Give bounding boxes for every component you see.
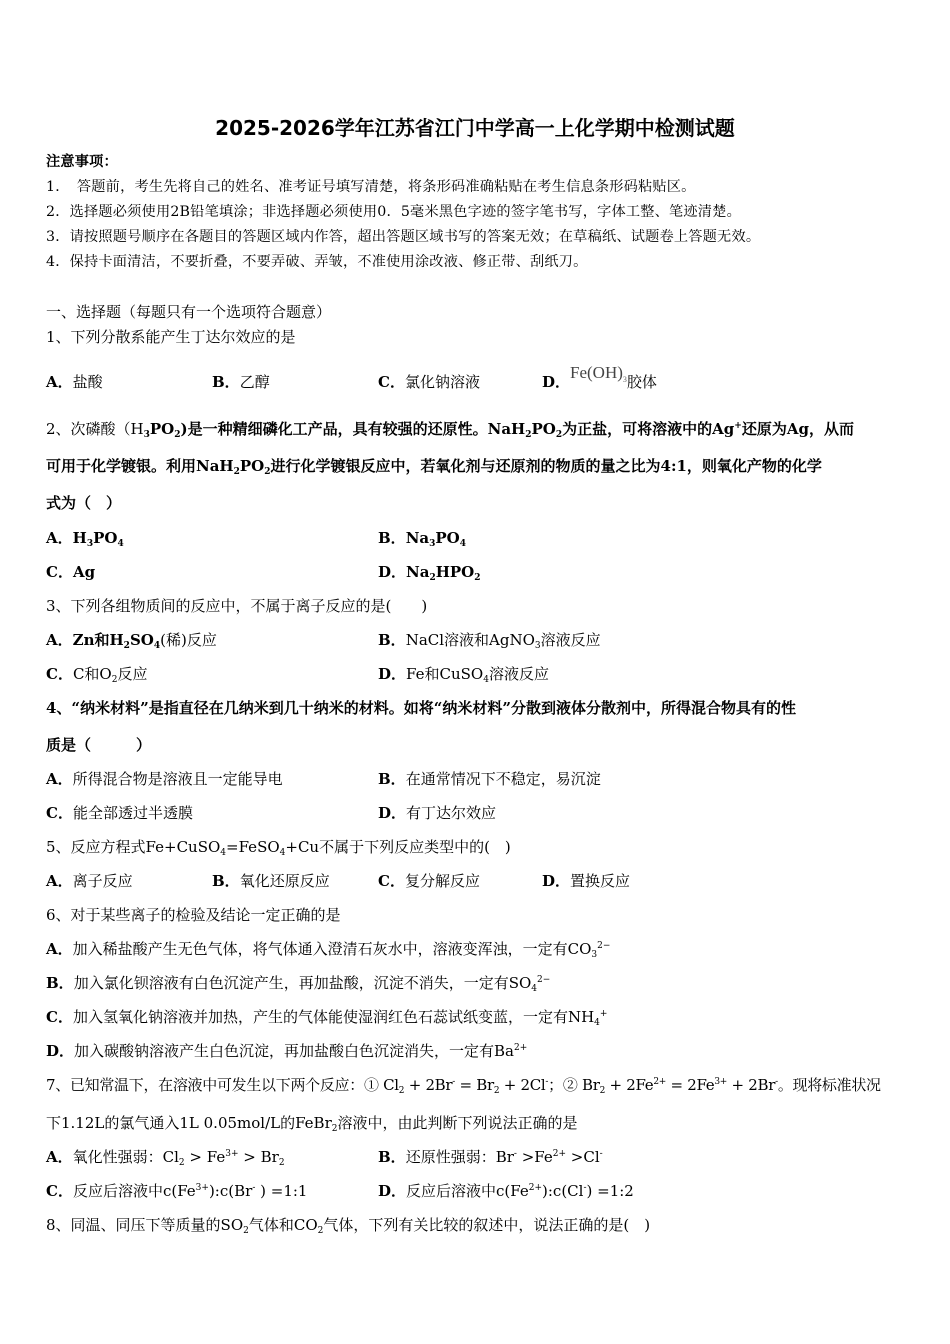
section-heading: 一、选择题（每题只有一个选项符合题意） xyxy=(46,303,332,321)
q1-option-a: A．盐酸 xyxy=(46,373,103,391)
q5-option-d: D．置换反应 xyxy=(542,872,631,890)
page-title: 2025-2026学年江苏省江门中学高一上化学期中检测试题 xyxy=(215,116,735,140)
q4-option-b: B．在通常情况下不稳定，易沉淀 xyxy=(378,770,601,788)
note-item-2: 2．选择题必须使用2B铅笔填涂；非选择题必须使用0．5毫米黑色字迹的签字笔书写，字体工整、笔迹清楚。 xyxy=(46,204,741,220)
q5-option-b: B．氧化还原反应 xyxy=(212,872,330,890)
q1-option-b: B．乙醇 xyxy=(212,373,270,391)
q1-option-d: D．$Fe(OH)_3$胶体 xyxy=(542,363,657,391)
q5-option-c: C．复分解反应 xyxy=(378,872,480,890)
q7-option-d: D．反应后溶液中$c(Fe^{2+}):c(Cl^-)$ =1:2 xyxy=(378,1182,634,1200)
question-4-line-1: 4、“纳米材料”是指直径在几纳米到几十纳米的材料。如将“纳米材料”分散到液体分散剂中，所得混合物具有的性 xyxy=(46,699,796,717)
q3-option-a: A．Zn和$H_2SO_4$(稀)反应 xyxy=(46,631,217,651)
question-4-line-2: 质是（ ） xyxy=(46,736,152,754)
question-3-stem: 3、下列各组物质间的反应中，不属于离子反应的是( ) xyxy=(46,597,428,615)
question-2-line-2: 可用于化学镀银。利用$NaH_2PO_2$进行化学镀银反应中，若氧化剂与还原剂的物质的量之比为4:1，则氧化产物的化学 xyxy=(46,457,822,477)
question-2-line-3: 式为（ ） xyxy=(46,494,122,512)
q6-option-b: B．加入氯化钡溶液有白色沉淀产生，再加盐酸，沉淀不消失，一定有$SO_4^{2-}$ xyxy=(46,974,551,994)
q3-option-d: D．Fe和CuSO$_4$溶液反应 xyxy=(378,665,549,685)
q4-option-c: C．能全部透过半透膜 xyxy=(46,804,193,822)
question-6-stem: 6、对于某些离子的检验及结论一定正确的是 xyxy=(46,906,341,924)
q6-option-a: A．加入稀盐酸产生无色气体，将气体通入澄清石灰水中，溶液变浑浊，一定有$CO_3^{2-}$ xyxy=(46,940,611,960)
question-2-line-1: 2、次磷酸$(H_3PO_2)$是一种精细磷化工产品，具有较强的还原性。$NaH_2PO_2$为正盐，可将溶液中的Ag+还原为Ag，从而 xyxy=(46,420,854,440)
q7-option-c: C．反应后溶液中$c(Fe^{3+}):c(Br^-$ ) =1:1 xyxy=(46,1182,308,1200)
q3-option-c: C．C和$O_2$反应 xyxy=(46,665,148,685)
question-8-stem: 8、同温、同压下等质量的$SO_2$气体和$CO_2$气体，下列有关比较的叙述中，说法正确的是( ) xyxy=(46,1216,651,1236)
fe-oh-formula: $Fe(OH)_3$ xyxy=(570,363,627,384)
q7-option-a: A．氧化性强弱：$Cl_2 > Fe^{3+} > Br_2$ xyxy=(46,1148,285,1168)
question-7-line-1: 7、已知常温下，在溶液中可发生以下两个反应：① $Cl_2 + 2Br^- = Br_2 + 2Cl^-$；② $Br_2 + 2Fe^{2+} = 2Fe^{3+} + 2Br^-$。现将标准状况 xyxy=(46,1076,881,1096)
notes-heading: 注意事项： xyxy=(46,154,118,170)
note-item-1: 1． 答题前，考生先将自己的姓名、准考证号填写清楚，将条形码准确粘贴在考生信息条形码粘贴区。 xyxy=(46,179,696,195)
q2-option-d: D．$Na_2HPO_2$ xyxy=(378,563,481,583)
q4-option-a: A．所得混合物是溶液且一定能导电 xyxy=(46,770,283,788)
q2-option-c: C．Ag xyxy=(46,563,96,581)
question-5-stem: 5、反应方程式Fe+CuSO$_4$=FeSO$_4$+Cu不属于下列反应类型中的( ) xyxy=(46,838,511,858)
q1-option-c: C．氯化钠溶液 xyxy=(378,373,480,391)
note-item-3: 3．请按照题号顺序在各题目的答题区域内作答，超出答题区域书写的答案无效；在草稿纸、试题卷上答题无效。 xyxy=(46,229,761,245)
q5-option-a: A．离子反应 xyxy=(46,872,133,890)
q7-option-b: B．还原性强弱：$Br^- >Fe^{2+} >Cl^-$ xyxy=(378,1148,603,1166)
q2-option-a: A．$H_3PO_4$ xyxy=(46,529,124,549)
note-item-4: 4．保持卡面清洁，不要折叠，不要弄破、弄皱，不准使用涂改液、修正带、刮纸刀。 xyxy=(46,254,588,270)
q6-option-d: D．加入碳酸钠溶液产生白色沉淀，再加盐酸白色沉淀消失，一定有$Ba^{2+}$ xyxy=(46,1042,528,1060)
q2-option-b: B．$Na_3PO_4$ xyxy=(378,529,467,549)
question-1-stem: 1、下列分散系能产生丁达尔效应的是 xyxy=(46,328,296,346)
q3-option-b: B．NaCl溶液和AgNO$_3$溶液反应 xyxy=(378,631,601,651)
q6-option-c: C．加入氢氧化钠溶液并加热，产生的气体能使湿润红色石蕊试纸变蓝，一定有$NH_4^+$ xyxy=(46,1008,608,1028)
question-7-line-2: 下1.12L的氯气通入1L 0.05mol/L的FeBr$_2$溶液中，由此判断下列说法正确的是 xyxy=(46,1114,578,1134)
q4-option-d: D．有丁达尔效应 xyxy=(378,804,497,822)
